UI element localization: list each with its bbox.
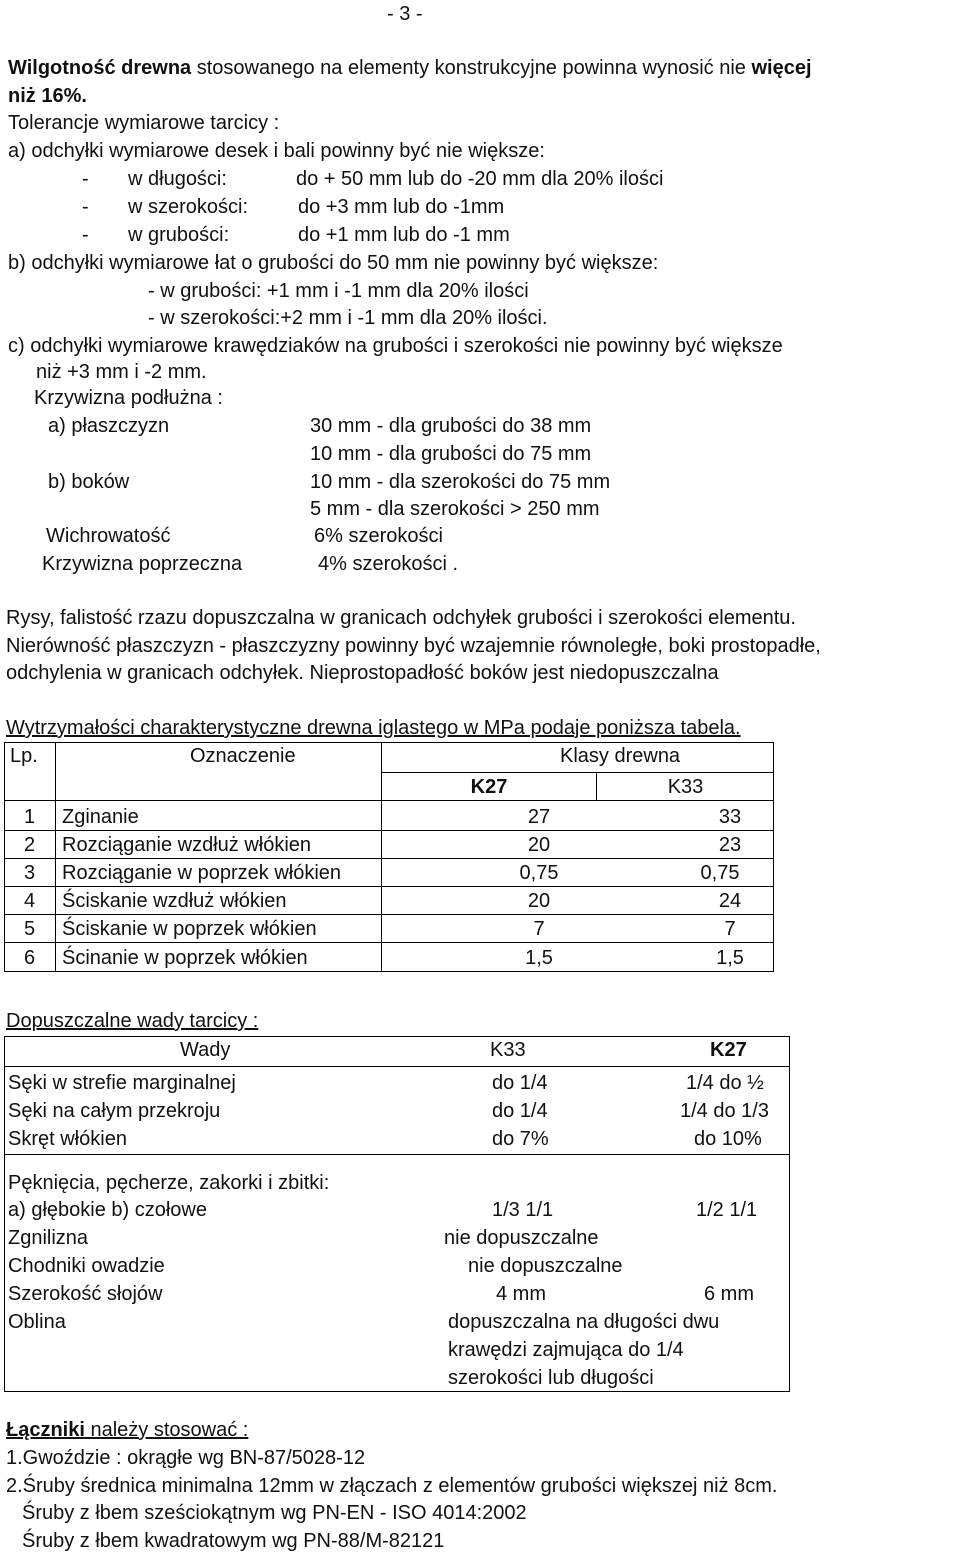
row-lp: 5	[24, 918, 36, 940]
defect-k33: do 1/4	[492, 1100, 548, 1122]
defect-k33: do 7%	[492, 1128, 549, 1150]
rings-k27: 6 mm	[704, 1283, 754, 1305]
tolerances-c-line-1: c) odchyłki wymiarowe krawędziaków na grubości i szerokości nie powinny być większe	[8, 335, 783, 357]
row-k27: 20	[527, 834, 551, 856]
insect-label: Chodniki owadzie	[8, 1255, 165, 1277]
row-lp: 3	[24, 862, 36, 884]
table-grid-line	[55, 742, 56, 972]
header-k27: K27	[710, 1039, 747, 1061]
cracks-k27: 1/2 1/1	[696, 1199, 758, 1221]
row-name: Ścinanie w poprzek włókien	[62, 947, 308, 969]
tol-label-thickness: w grubości:	[128, 224, 230, 246]
curvature-b-label: b) boków	[48, 471, 130, 493]
insect-value: nie dopuszczalne	[468, 1255, 623, 1277]
row-lp: 1	[24, 806, 36, 828]
wane-value-3: szerokości lub długości	[448, 1367, 654, 1389]
table-grid-line	[4, 1154, 790, 1155]
wichrowatosc-value: 6% szerokości	[314, 525, 443, 547]
defect-k27: 1/4 do ½	[686, 1072, 764, 1094]
row-lp: 6	[24, 947, 36, 969]
tol-b-row-1: - w grubości: +1 mm i -1 mm dla 20% ilości	[148, 280, 529, 302]
fasteners-title	[6, 1418, 248, 1442]
header-oznaczenie: Oznaczenie	[190, 745, 296, 767]
wichrowatosc-label: Wichrowatość	[46, 525, 171, 547]
header-k33: K33	[667, 776, 704, 798]
defect-k33: do 1/4	[492, 1072, 548, 1094]
row-k33: 0,75	[700, 862, 740, 884]
fasteners-line-2: 2.Śruby średnica minimalna 12mm w złączach z elementów grubości większej niż 8cm.	[6, 1475, 778, 1497]
header-k33: K33	[490, 1039, 526, 1061]
tol-label-length: w długości:	[128, 168, 227, 190]
tol-b-row-2: - w szerokości:+2 mm i -1 mm dla 20% ilości.	[148, 307, 548, 329]
fasteners-line-4: Śruby z łbem kwadratowym wg PN-88/M-82121	[22, 1530, 445, 1552]
row-name: Ściskanie w poprzek włókien	[62, 918, 317, 940]
row-k27: 27	[527, 806, 551, 828]
header-klasy-drewna: Klasy drewna	[560, 745, 681, 767]
tol-value-length: do + 50 mm lub do -20 mm dla 20% ilości	[296, 168, 664, 190]
curvature-a-value-1: 30 mm - dla grubości do 38 mm	[310, 415, 592, 437]
curvature-title: Krzywizna podłużna :	[34, 387, 223, 409]
row-k33: 33	[718, 806, 742, 828]
table-grid-line	[4, 858, 774, 859]
table-grid-line	[4, 1066, 790, 1067]
wane-value-2: krawędzi zajmująca do 1/4	[448, 1339, 684, 1361]
table-grid-line	[4, 886, 774, 887]
row-k27: 0,75	[519, 862, 559, 884]
dash: -	[82, 168, 89, 190]
moisture-bold-1: Wilgotność drewna	[8, 57, 192, 79]
curvature-b-value-1: 10 mm - dla szerokości do 75 mm	[310, 471, 611, 493]
tol-value-width: do +3 mm lub do -1mm	[298, 196, 505, 218]
rysy-paragraph: Rysy, falistość rzazu dopuszczalna w granicach odchyłek grubości i szerokości elementu.	[6, 607, 796, 629]
row-k33: 23	[718, 834, 742, 856]
row-name: Zginanie	[62, 806, 139, 828]
tolerances-c-line-2: niż +3 mm i -2 mm.	[36, 361, 207, 383]
row-lp: 4	[24, 890, 36, 912]
defect-k27: 1/4 do 1/3	[680, 1100, 769, 1122]
cracks-k33: 1/3 1/1	[492, 1199, 554, 1221]
row-k27: 1,5	[525, 947, 553, 969]
dash: -	[82, 196, 89, 218]
row-name: Ściskanie wzdłuż włókien	[62, 890, 287, 912]
moisture-text: stosowanego na elementy konstrukcyjne powinna wynosić nie	[191, 57, 752, 79]
defect-name: Sęki na całym przekroju	[8, 1100, 221, 1122]
rings-k33: 4 mm	[496, 1283, 546, 1305]
row-k33: 7	[724, 918, 736, 940]
defects-title: Dopuszczalne wady tarcicy :	[6, 1010, 259, 1032]
tol-label-width: w szerokości:	[128, 196, 249, 218]
row-name: Rozciąganie w poprzek włókien	[62, 862, 342, 884]
table-grid-line	[381, 772, 774, 773]
defect-name: Sęki w strefie marginalnej	[8, 1072, 236, 1094]
defect-k27: do 10%	[694, 1128, 762, 1150]
row-k33: 1,5	[716, 947, 744, 969]
wane-label: Oblina	[8, 1311, 66, 1333]
table-grid-line	[4, 800, 774, 801]
tol-value-thickness: do +1 mm lub do -1 mm	[298, 224, 510, 246]
cracks-line-1: Pęknięcia, pęcherze, zakorki i zbitki:	[8, 1172, 330, 1194]
row-lp: 2	[24, 834, 36, 856]
header-wady: Wady	[180, 1039, 231, 1061]
page-number: - 3 -	[387, 3, 423, 25]
row-k33: 24	[718, 890, 742, 912]
rings-label: Szerokość słojów	[8, 1283, 163, 1305]
nierownosc-line-2: odchylenia w granicach odchyłek. Nieprostopadłość boków jest niedopuszczalna	[6, 662, 719, 684]
fasteners-rest: należy stosować :	[84, 1419, 249, 1441]
cracks-line-2: a) głębokie b) czołowe	[8, 1199, 207, 1221]
fasteners-bold: Łączniki	[6, 1419, 85, 1441]
header-k27: K27	[470, 776, 508, 798]
curvature-a-value-2: 10 mm - dla grubości do 75 mm	[310, 443, 592, 465]
moisture-line-1	[8, 56, 812, 80]
rot-label: Zgnilizna	[8, 1227, 89, 1249]
tolerances-title: Tolerancje wymiarowe tarcicy :	[8, 112, 280, 134]
strength-table-intro: Wytrzymałości charakterystyczne drewna iglastego w MPa podaje poniższa tabela.	[6, 717, 741, 739]
fasteners-line-1: 1.Gwoździe : okrągłe wg BN-87/5028-12	[6, 1447, 366, 1469]
table-grid-line	[4, 942, 774, 943]
tolerances-b-heading: b) odchyłki wymiarowe łat o grubości do 50 mm nie powinny być większe:	[8, 252, 659, 274]
defect-name: Skręt włókien	[8, 1128, 127, 1150]
krzywizna-poprzeczna-label: Krzywizna poprzeczna	[42, 553, 243, 575]
curvature-a-label: a) płaszczyzn	[48, 415, 170, 437]
row-k27: 7	[533, 918, 545, 940]
row-name: Rozciąganie wzdłuż włókien	[62, 834, 312, 856]
nierownosc-line-1: Nierówność płaszczyzn - płaszczyzny powinny być wzajemnie równoległe, boki prostopadłe,	[6, 635, 821, 657]
dash: -	[82, 224, 89, 246]
moisture-bold-2: więcej	[751, 57, 812, 79]
wane-value-1: dopuszczalna na długości dwu	[448, 1311, 720, 1333]
rot-value: nie dopuszczalne	[444, 1227, 599, 1249]
tolerances-a-heading: a) odchyłki wymiarowe desek i bali powinny być nie większe:	[8, 140, 545, 162]
curvature-b-value-2: 5 mm - dla szerokości > 250 mm	[310, 498, 600, 520]
header-lp: Lp.	[10, 745, 38, 767]
row-k27: 20	[527, 890, 551, 912]
krzywizna-poprzeczna-value: 4% szerokości .	[318, 553, 459, 575]
table-grid-line	[4, 830, 774, 831]
moisture-line-2: niż 16%.	[8, 85, 87, 107]
table-grid-line	[4, 914, 774, 915]
fasteners-line-3: Śruby z łbem sześciokątnym wg PN-EN - ISO 4014:2002	[22, 1502, 527, 1524]
